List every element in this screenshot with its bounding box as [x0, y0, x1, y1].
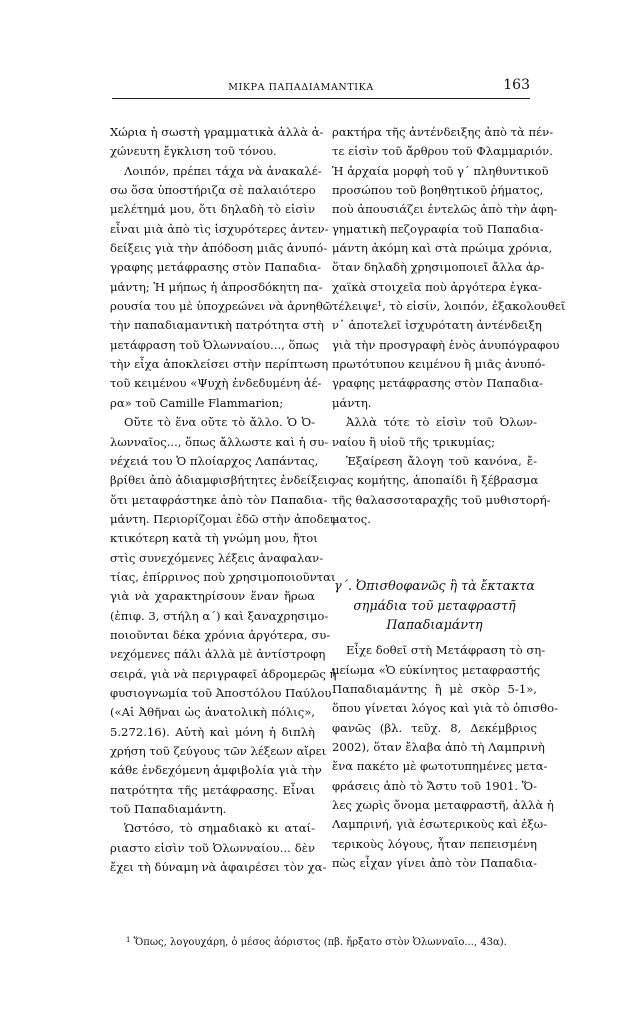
text-line: Χώρια ἡ σωστὴ γραμματικὰ ἀλλὰ ἀ- — [110, 125, 324, 139]
text-line: Παπαδιαμάντης ἢ μὲ σκὸρ 5-1», — [332, 681, 537, 696]
text-line: λες χωρὶς ὄνομα μεταφραστῆ, ἀλλὰ ἡ — [332, 798, 554, 812]
text-line: γιὰ νὰ χαρακτηρίσουν ἕναν ἥρωα — [110, 589, 315, 604]
text-line: Λαμπρινή, γιὰ ἐσωτερικοὺς καὶ ἐξω- — [332, 817, 548, 832]
running-header — [112, 76, 530, 99]
text-line: νέχειά του Ὁ πλοίαρχος Λαπάντας, — [110, 453, 319, 468]
text-line: μείωμα «Ὁ εὐκίνητος μεταφραστής — [332, 662, 541, 677]
text-line: τέλειψε¹, τὸ εἰσίν, λοιπόν, ἐξακολουθεῖ — [332, 299, 566, 314]
text-line: 5.272.16). Αὐτὴ καὶ μόνη ἡ διπλὴ — [110, 724, 315, 739]
text-line: ὅπου γίνεται λόγος καὶ γιὰ τὸ ὀπισθο- — [332, 701, 559, 716]
text-line: ματος. — [332, 511, 371, 526]
page-number: 163 — [503, 77, 530, 93]
text-line: χρήση τοῦ ζεύγους τῶν λέξεων αἴρει — [110, 744, 327, 758]
text-line: τὴν εἶχα ἀποκλείσει στὴν περίπτωση — [110, 357, 329, 372]
text-line: εἶναι μιὰ ἀπὸ τὶς ἰσχυρότερες ἀντεν- — [110, 221, 329, 236]
text-line: φυσιογνωμία τοῦ Ἀποστόλου Παύλου — [110, 685, 332, 700]
text-line: νας κομήτης, ἀποπαίδι ἢ ξέβρασμα — [332, 473, 539, 488]
text-line: ριαστο εἰσὶν τοῦ Ὀλωνναίου... δὲν — [110, 840, 315, 855]
text-line: ν᾿ ἀποτελεῖ ἰσχυρότατη ἀντένδειξη — [332, 318, 542, 333]
text-line: νεχόμενες πάλι ἀλλὰ μὲ ἀντίστροφη — [110, 647, 326, 662]
text-line: τε εἰσὶν τοῦ ἄρθρου τοῦ Φλαμμαριόν. — [332, 144, 553, 159]
text-line: ναίου ἢ υἱοῦ τῆς τρικυμίας; — [332, 434, 495, 449]
text-line: τίας, ἐπίρρινος ποὺ χρησιμοποιοῦνται — [110, 569, 336, 584]
text-line: στὶς συνεχόμενες λέξεις ἀναφαλαν- — [110, 550, 324, 565]
text-line: βρίθει ἀπὸ ἀδιαμφισβήτητες ἐνδείξεις — [110, 473, 335, 488]
section-heading-line: γ΄. Ὀπισθοφανῶς ἢ τὰ ἔκτακτα — [334, 578, 535, 594]
right-column-upper-text — [332, 123, 566, 529]
section-spacer — [332, 529, 537, 576]
text-line: Λοιπόν, πρέπει τάχα νὰ ἀνακαλέ- — [124, 163, 322, 178]
text-line: Ὡστόσο, τὸ σημαδιακὸ κι αταί- — [124, 821, 315, 836]
text-line: φράσεις ἀπὸ τὸ Ἄστυ τοῦ 1901. Ὅ- — [332, 778, 537, 793]
text-line: τοῦ κειμένου «Ψυχὴ ἐνδεδυμένη ἀέ- — [110, 376, 322, 391]
text-line: προσώπου τοῦ βοηθητικοῦ ῥήματος, — [332, 183, 544, 198]
text-line: δείξεις γιὰ τὴν ἀπόδοση μιᾶς ἀνυπό- — [110, 241, 328, 256]
text-line: (ἐπιφ. 3, στήλη α΄) καὶ ξαναχρησιμο- — [110, 608, 329, 623]
text-line: ποιοῦνται δέκα χρόνια ἀργότερα, συ- — [110, 627, 331, 642]
text-line: ρουσία του μὲ ὑποχρεώνει νὰ ἀρνηθῶ — [110, 299, 333, 314]
text-line: μάντη. Περιορίζομαι ἐδῶ στὴν ἀποδει- — [110, 511, 339, 526]
text-line: χαϊκὰ στοιχεῖα ποὺ ἀργότερα ἐγκα- — [332, 279, 542, 294]
text-line: τοῦ Παπαδιαμάντη. — [110, 802, 227, 817]
text-line: πρωτότυπου κειμένου ἢ μιᾶς ἀνυπό- — [332, 357, 546, 372]
text-line: μάντη ἀκόμη καὶ στὰ πρώιμα χρόνια, — [332, 241, 553, 256]
text-line: 2002), ὅταν ἔλαβα ἀπὸ τὴ Λαμπρινὴ — [332, 739, 545, 754]
section-heading-line: σημάδια τοῦ μεταφραστῆ — [353, 597, 516, 613]
text-line: ρα» τοῦ Camille Flammarion; — [110, 395, 284, 410]
text-line: γραφης μετάφρασης στὸν Παπαδια- — [110, 260, 322, 275]
text-line: Ἀλλὰ τότε τὸ εἰσὶν τοῦ Ὀλων- — [346, 415, 537, 430]
text-line: σειρά, γιὰ νὰ περιγραφεῖ ἀδρομερῶς ἡ — [110, 666, 337, 681]
text-line: Ἡ ἀρχαία μορφὴ τοῦ γ΄ πληθυντικοῦ — [332, 163, 549, 178]
left-text-column — [110, 123, 339, 877]
text-line: γηματικὴ πεζογραφία τοῦ Παπαδια- — [332, 221, 544, 236]
footnote-marker: 1 — [126, 936, 131, 944]
text-line: γιὰ τὴν προσγραφὴ ἑνὸς ἀνυπόγραφου — [332, 337, 560, 352]
text-line: κάθε ἐνδεχόμενη ἀμφιβολία γιὰ τὴν — [110, 763, 322, 778]
text-line: ἔχει τὴ δύναμη νὰ ἀφαιρέσει τὸν χα- — [110, 860, 327, 875]
section-spacer — [332, 634, 537, 641]
text-line: ποὺ ἀπουσιάζει ἐντελῶς ἀπὸ τὴν ἀφη- — [332, 202, 558, 217]
text-line: Εἶχε δοθεῖ στὴ Μετάφραση τὸ ση- — [346, 643, 546, 658]
right-column-lower-text — [332, 641, 559, 873]
section-heading-line: Παπαδιαμάντη — [386, 616, 483, 632]
text-line: πὼς εἶχαν γίνει ἀπὸ τὸν Παπαδια- — [332, 856, 537, 871]
text-line: μετάφραση τοῦ Ὀλωνναίου..., ὅπως — [110, 337, 319, 352]
footnote — [126, 936, 507, 948]
text-line: Ἐξαίρεση ἄλογη τοῦ κανόνα, ἔ- — [346, 453, 537, 468]
text-line: σω ὅσα ὑποστήριζα σὲ παλαιότερο — [110, 183, 316, 198]
text-line: ὅτι μεταφράστηκε ἀπὸ τὸν Παπαδια- — [110, 492, 328, 507]
text-line: τὴν παπαδιαμαντικὴ πατρότητα στὴ — [110, 318, 324, 333]
text-line: τερικοὺς λόγους, ἦταν πεπεισμένη — [332, 836, 537, 851]
text-line: ρακτήρα τῆς ἀντένδειξης ἀπὸ τὰ πέν- — [332, 125, 554, 139]
text-line: πατρότητα τῆς μετάφρασης. Εἶναι — [110, 782, 315, 797]
text-line: ὅταν δηλαδὴ χρησιμοποιεῖ ἄλλα ἀρ- — [332, 260, 545, 275]
text-line: λωνναῖος..., ὅπως ἄλλωστε καὶ ἡ συ- — [110, 434, 329, 449]
running-title: ΜΙΚΡΑ ΠΑΠΑΔΙΑΜΑΝΤΙΚΑ — [228, 82, 374, 93]
text-line: ἕνα πακέτο μὲ φωτοτυπημένες μετα- — [332, 759, 548, 774]
right-text-column — [332, 123, 566, 873]
text-line: κτικότερη κατὰ τὴ γνώμη μου, ἤτοι — [110, 531, 318, 546]
text-line: φανῶς (βλ. τεῦχ. 8, Δεκέμβριος — [332, 720, 537, 735]
footnote-text: Ὅπως, λογουχάρη, ὁ μέσος ἀόριστος (πβ. ἤρξατο στὸν Ὀλωνναῖο..., 43α). — [133, 937, 507, 948]
text-line: («Αἱ Ἀθῆναι ὡς ἀνατολικὴ πόλις», — [110, 705, 315, 720]
text-line: χώνευτη ἔγκλιση τοῦ τόνου. — [110, 144, 277, 159]
text-line: γραφης μετάφρασης στὸν Παπαδια- — [332, 376, 544, 391]
text-line: μελέτημά μου, ὅτι δηλαδὴ τὸ εἰσὶν — [110, 202, 315, 217]
text-line: μάντη; Ἡ μήπως ἡ ἀπροσδόκητη πα- — [110, 279, 323, 294]
text-line: Οὔτε τὸ ἕνα οὔτε τὸ ἄλλο. Ὁ Ὀ- — [124, 415, 315, 430]
section-heading — [332, 576, 537, 634]
text-line: τῆς θαλασσοταραχῆς τοῦ μυθιστορή- — [332, 492, 551, 507]
text-line: μάντη. — [332, 395, 372, 410]
